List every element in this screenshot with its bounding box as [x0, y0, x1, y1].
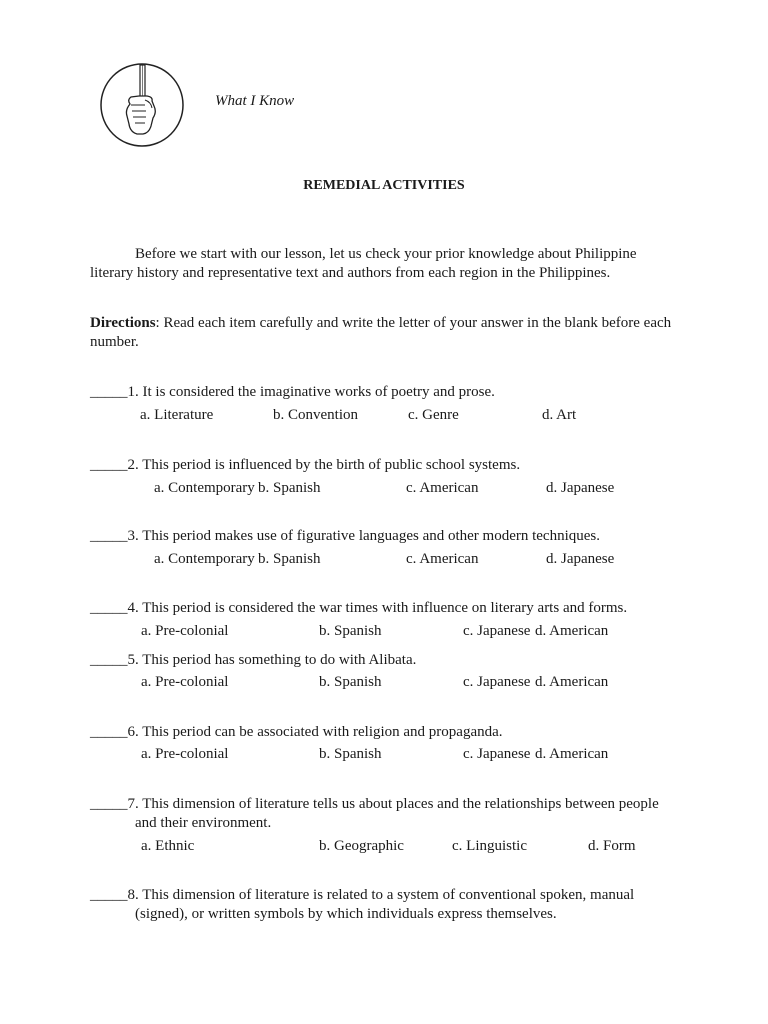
question-6	[90, 723, 503, 742]
choice-a: a. Contemporary	[154, 551, 255, 567]
choice-c: c. Linguistic	[452, 838, 527, 854]
choice-d: d. Form	[588, 838, 636, 854]
choice-b: b. Spanish	[319, 623, 382, 639]
question-stem: _____2. This period is influenced by the birth of public school systems.	[90, 457, 521, 473]
choice-a: a. Pre-colonial	[141, 746, 229, 762]
choice-d: d. Japanese	[546, 551, 615, 567]
question-7	[90, 795, 659, 833]
question-stem: _____7. This dimension of literature tells us about places and the relationships between people	[90, 796, 659, 812]
choice-c: c. Japanese	[463, 674, 531, 690]
choice-d: d. American	[535, 746, 609, 762]
choice-d: d. American	[535, 623, 609, 639]
choice-d: d. American	[535, 674, 609, 690]
choice-a: a. Ethnic	[141, 838, 195, 854]
question-stem: _____8. This dimension of literature is related to a system of conventional spoken, manual	[90, 887, 635, 903]
question-stem: _____3. This period makes use of figurative languages and other modern techniques.	[90, 528, 601, 544]
choice-c: c. American	[406, 551, 479, 567]
choice-d: d. Art	[542, 407, 577, 423]
question-stem: _____5. This period has something to do with Alibata.	[90, 652, 417, 668]
choice-c: c. American	[406, 480, 479, 496]
directions-paragraph	[90, 314, 685, 352]
question-stem: _____6. This period can be associated with religion and propaganda.	[90, 724, 503, 740]
choice-c: c. Japanese	[463, 746, 531, 762]
choice-b: b. Geographic	[319, 838, 404, 854]
question-stem: _____1. It is considered the imaginative works of poetry and prose.	[90, 384, 495, 400]
question-3	[90, 527, 600, 546]
directions-text: : Read each item carefully and write the letter of your answer in the blank before each number.	[90, 315, 672, 350]
section-title: What I Know	[215, 93, 295, 109]
choice-a: a. Contemporary	[154, 480, 255, 496]
choice-b: b. Convention	[273, 407, 358, 423]
choice-d: d. Japanese	[546, 480, 615, 496]
choice-a: a. Pre-colonial	[141, 674, 229, 690]
directions-label: Directions	[90, 315, 156, 331]
question-stem-continued: and their environment.	[135, 815, 272, 831]
choice-b: b. Spanish	[319, 746, 382, 762]
choice-a: a. Pre-colonial	[141, 623, 229, 639]
page-heading: REMEDIAL ACTIVITIES	[303, 178, 465, 193]
choice-b: b. Spanish	[319, 674, 382, 690]
question-2	[90, 456, 520, 475]
choice-c: c. Japanese	[463, 623, 531, 639]
question-1	[90, 383, 495, 402]
intro-paragraph	[90, 245, 680, 283]
question-5	[90, 651, 416, 670]
choice-b: b. Spanish	[258, 551, 321, 567]
intro-text: Before we start with our lesson, let us check your prior knowledge about Philippine literary history and representative text and authors from each region in the Philippines.	[90, 246, 637, 281]
question-stem-continued: (signed), or written symbols by which individuals express themselves.	[135, 906, 557, 922]
choice-a: a. Literature	[140, 407, 214, 423]
choice-b: b. Spanish	[258, 480, 321, 496]
question-stem: _____4. This period is considered the war times with influence on literary arts and forms.	[90, 600, 628, 616]
question-4	[90, 599, 627, 618]
hand-pencil-logo-icon	[97, 60, 187, 150]
question-8	[90, 886, 634, 924]
choice-c: c. Genre	[408, 407, 459, 423]
